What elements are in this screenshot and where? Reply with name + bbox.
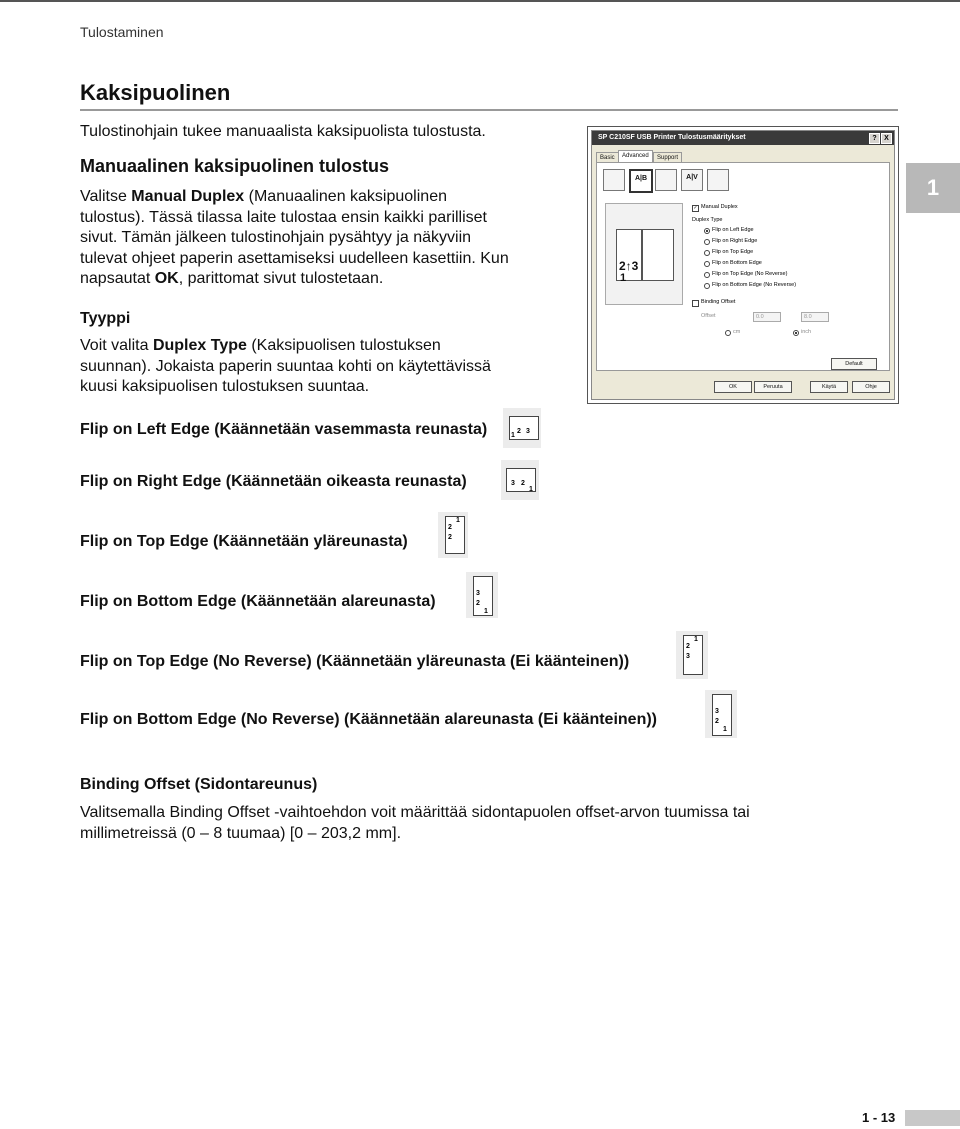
manual-line-5: napsautat OK, parittomat sivut tulostetaan. [80, 270, 384, 287]
device-options-icon[interactable] [707, 169, 729, 191]
chapter-tab: 1 [906, 163, 960, 213]
help-button[interactable]: Ohje [852, 381, 890, 393]
flip-top-edge-icon: 1 2 2 [438, 512, 468, 558]
duplex-preview [605, 203, 683, 305]
offset-input[interactable]: 0.0 [753, 312, 781, 322]
binding-offset-heading: Binding Offset (Sidontareunus) [80, 776, 318, 793]
flip-item-label: Flip on Top Edge (No Reverse) (Käännetään yläreunasta (Ei käänteinen)) [80, 653, 630, 670]
manual-duplex-paragraph [80, 187, 509, 290]
top-rule [0, 0, 960, 2]
manual-duplex-checkbox[interactable]: ✓ [693, 205, 698, 211]
tab-support[interactable]: Support [653, 152, 682, 163]
intro-text: Tulostinohjain tukee manuaalista kaksipuolista tulostusta. [80, 123, 486, 140]
cancel-button[interactable]: Peruuta [754, 381, 792, 393]
dialog-window [591, 130, 895, 400]
binding-offset-label: Binding Offset [701, 299, 736, 305]
page-setting-icon[interactable]: A|V [681, 169, 703, 191]
radio-flip-top-no-reverse[interactable] [704, 272, 710, 278]
footer-bar [905, 1110, 960, 1126]
unit-cm-label: cm [733, 329, 741, 335]
binding-line-1: Valitsemalla Binding Offset -vaihtoehdon voit määrittää sidontapuolen offset-arvon tuumissa tai [80, 804, 750, 821]
unit-inch-label: inch [801, 329, 812, 335]
dialog-title: SP C210SF USB Printer Tulostusmääritykset [598, 134, 746, 141]
manual-line-3: sivut. Tämän jälkeen tulostinohjain pysähtyy ja näkyviin [80, 229, 472, 246]
flip-bottom-edge-icon: 3 2 1 [466, 572, 498, 618]
type-line-2: suunnan). Jokaista paperin suuntaa kohti on käytettävissä [80, 357, 491, 375]
flip-item-label: Flip on Left Edge (Käännetään vasemmasta reunasta) [80, 421, 488, 438]
offset-max: 8.0 [801, 312, 829, 322]
close-icon[interactable]: X [881, 133, 892, 144]
flip-bottom-no-reverse-icon: 3 2 1 [705, 690, 737, 738]
manual-duplex-label: Manual Duplex [701, 204, 738, 210]
watermark-icon[interactable] [655, 169, 677, 191]
binding-offset-paragraph [80, 803, 750, 844]
radio-flip-bottom[interactable] [704, 261, 710, 267]
advanced-panel [596, 162, 890, 371]
option-flip-right: Flip on Right Edge [712, 238, 758, 244]
flip-top-no-reverse-icon: 1 2 3 [676, 631, 708, 679]
manual-line-4: tulevat ohjeet paperin asettamiseksi uudelleen kasettiin. Kun [80, 249, 509, 267]
running-header: Tulostaminen [80, 24, 164, 40]
option-flip-top-no-reverse: Flip on Top Edge (No Reverse) [712, 271, 788, 277]
manual-line-2: tulostus). Tässä tilassa laite tulostaa ensin kaikki parilliset [80, 208, 487, 226]
default-button[interactable]: Default [831, 358, 877, 370]
option-flip-top: Flip on Top Edge [712, 249, 754, 255]
offset-label: Offset [701, 313, 716, 319]
printer-dialog-screenshot [587, 126, 899, 404]
radio-flip-left[interactable] [704, 228, 710, 234]
flip-right-edge-icon: 3 2 1 [501, 460, 539, 500]
option-flip-bottom-no-reverse: Flip on Bottom Edge (No Reverse) [712, 282, 797, 288]
manual-duplex-heading: Manuaalinen kaksipuolinen tulostus [80, 156, 390, 176]
option-flip-bottom: Flip on Bottom Edge [712, 260, 762, 266]
flip-item-label: Flip on Bottom Edge (Käännetään alareunasta) [80, 593, 436, 610]
preview-page-one: 1 [620, 272, 627, 284]
tab-advanced[interactable]: Advanced [618, 150, 653, 163]
help-icon[interactable]: ? [869, 133, 880, 144]
dialog-titlebar [592, 131, 894, 145]
manual-line-1: Valitse Manual Duplex (Manuaalinen kaksipuolinen [80, 188, 447, 205]
duplex-icon[interactable]: A|B [629, 169, 653, 193]
apply-button[interactable]: Käytä [810, 381, 848, 393]
type-line-1: Voit valita Duplex Type (Kaksipuolisen tulostuksen [80, 337, 441, 354]
radio-flip-top[interactable] [704, 250, 710, 256]
type-heading: Tyyppi [80, 310, 131, 327]
flip-item-label: Flip on Bottom Edge (No Reverse) (Käännetään alareunasta (Ei käänteinen)) [80, 711, 657, 728]
duplex-type-label: Duplex Type [692, 217, 723, 223]
flip-left-edge-icon: 1 2 3 [503, 408, 541, 448]
flip-item-label: Flip on Top Edge (Käännetään yläreunasta) [80, 533, 408, 550]
page-number: 1 - 13 [862, 1110, 896, 1125]
radio-unit-inch[interactable] [793, 330, 799, 336]
radio-flip-bottom-no-reverse[interactable] [704, 283, 710, 289]
radio-unit-cm[interactable] [725, 330, 731, 336]
binding-offset-checkbox[interactable] [692, 300, 699, 307]
preview-numbers: 2↑3 [619, 259, 639, 273]
section-title: Kaksipuolinen [80, 80, 231, 105]
option-flip-left: Flip on Left Edge [712, 227, 754, 233]
type-paragraph [80, 336, 491, 398]
binding-line-2: millimetreissä (0 – 8 tuumaa) [0 – 203,2 mm]. [80, 824, 402, 842]
tab-basic[interactable]: Basic [596, 152, 619, 163]
flip-item-label: Flip on Right Edge (Käännetään oikeasta reunasta) [80, 473, 467, 490]
ok-button[interactable]: OK [714, 381, 752, 393]
print-quality-icon[interactable] [603, 169, 625, 191]
radio-flip-right[interactable] [704, 239, 710, 245]
type-line-3: kuusi kaksipuolisen tulostuksen suuntaa. [80, 378, 370, 395]
title-rule [80, 109, 898, 111]
